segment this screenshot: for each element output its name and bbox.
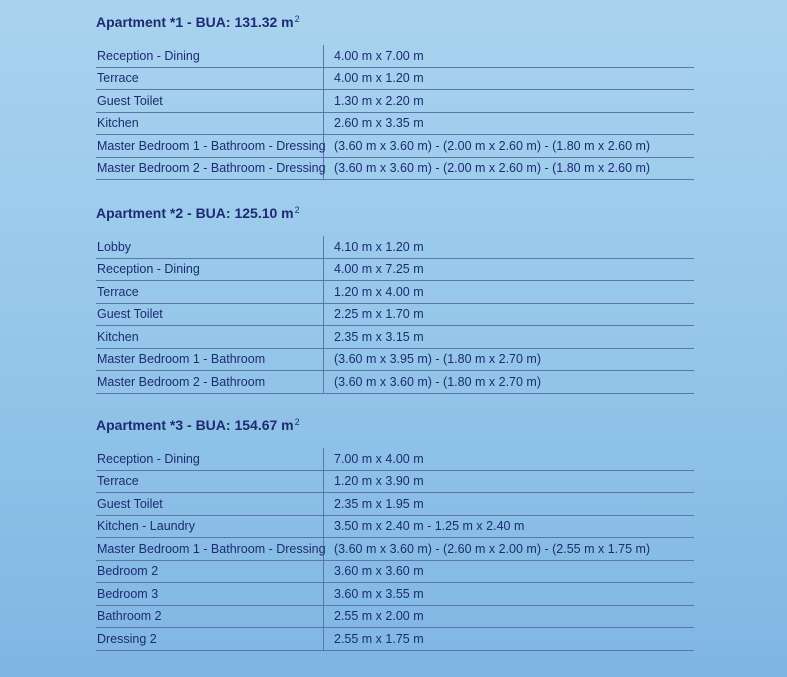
room-dimensions: 4.00 m x 7.25 m xyxy=(324,258,695,281)
unit-superscript: 2 xyxy=(294,14,300,24)
room-dimensions: 2.35 m x 1.95 m xyxy=(324,493,695,516)
table-row xyxy=(96,470,694,493)
room-name: Kitchen - Laundry xyxy=(96,515,324,538)
unit-superscript: 2 xyxy=(294,205,300,215)
room-dimensions: (3.60 m x 3.60 m) - (1.80 m x 2.70 m) xyxy=(324,371,695,394)
room-dimensions: 2.60 m x 3.35 m xyxy=(324,112,695,135)
room-dimensions: 2.35 m x 3.15 m xyxy=(324,326,695,349)
room-dimensions: (3.60 m x 3.95 m) - (1.80 m x 2.70 m) xyxy=(324,348,695,371)
apartment-2-heading xyxy=(96,202,694,224)
apartment-2-table xyxy=(96,236,694,394)
room-name: Kitchen xyxy=(96,326,324,349)
table-row xyxy=(96,90,694,113)
room-name: Guest Toilet xyxy=(96,90,324,113)
apartment-2-title: Apartment *2 - BUA: 125.10 m xyxy=(96,205,294,221)
room-dimensions: 4.10 m x 1.20 m xyxy=(324,236,695,258)
room-name: Reception - Dining xyxy=(96,45,324,67)
apartment-1-title: Apartment *1 - BUA: 131.32 m xyxy=(96,14,294,30)
room-dimensions: 1.20 m x 3.90 m xyxy=(324,470,695,493)
room-name: Bedroom 2 xyxy=(96,560,324,583)
room-name: Guest Toilet xyxy=(96,303,324,326)
room-name: Master Bedroom 2 - Bathroom - Dressing xyxy=(96,157,324,180)
room-name: Master Bedroom 1 - Bathroom xyxy=(96,348,324,371)
room-name: Dressing 2 xyxy=(96,628,324,651)
apartment-2-section xyxy=(96,202,694,394)
room-name: Terrace xyxy=(96,470,324,493)
table-row xyxy=(96,67,694,90)
room-dimensions: 4.00 m x 1.20 m xyxy=(324,67,695,90)
room-dimensions: 3.60 m x 3.60 m xyxy=(324,560,695,583)
table-row xyxy=(96,45,694,67)
room-name: Reception - Dining xyxy=(96,258,324,281)
room-dimensions: (3.60 m x 3.60 m) - (2.00 m x 2.60 m) - (1.80 m x 2.60 m) xyxy=(324,135,695,158)
apartment-1-section xyxy=(96,11,694,180)
room-dimensions: 3.50 m x 2.40 m - 1.25 m x 2.40 m xyxy=(324,515,695,538)
room-name: Kitchen xyxy=(96,112,324,135)
table-row xyxy=(96,493,694,516)
room-dimensions: 1.20 m x 4.00 m xyxy=(324,281,695,304)
room-dimensions: (3.60 m x 3.60 m) - (2.60 m x 2.00 m) - (2.55 m x 1.75 m) xyxy=(324,538,695,561)
room-dimensions: 2.25 m x 1.70 m xyxy=(324,303,695,326)
table-row xyxy=(96,538,694,561)
room-name: Bedroom 3 xyxy=(96,583,324,606)
table-row xyxy=(96,326,694,349)
apartment-3-title: Apartment *3 - BUA: 154.67 m xyxy=(96,417,294,433)
table-row xyxy=(96,560,694,583)
table-row xyxy=(96,157,694,180)
room-dimensions: 4.00 m x 7.00 m xyxy=(324,45,695,67)
table-row xyxy=(96,258,694,281)
room-name: Master Bedroom 1 - Bathroom - Dressing xyxy=(96,538,324,561)
room-name: Guest Toilet xyxy=(96,493,324,516)
room-dimensions: 7.00 m x 4.00 m xyxy=(324,448,695,470)
room-name: Reception - Dining xyxy=(96,448,324,470)
apartment-1-heading xyxy=(96,11,694,33)
apartment-3-section xyxy=(96,414,694,651)
table-row xyxy=(96,303,694,326)
room-dimensions: 2.55 m x 2.00 m xyxy=(324,605,695,628)
room-name: Lobby xyxy=(96,236,324,258)
room-dimensions: 2.55 m x 1.75 m xyxy=(324,628,695,651)
room-dimensions: (3.60 m x 3.60 m) - (2.00 m x 2.60 m) - (1.80 m x 2.60 m) xyxy=(324,157,695,180)
room-name: Terrace xyxy=(96,67,324,90)
apartment-3-heading xyxy=(96,414,694,436)
room-name: Terrace xyxy=(96,281,324,304)
table-row xyxy=(96,515,694,538)
table-row xyxy=(96,583,694,606)
room-dimensions: 3.60 m x 3.55 m xyxy=(324,583,695,606)
apartment-1-table xyxy=(96,45,694,180)
table-row xyxy=(96,628,694,651)
apartment-3-table xyxy=(96,448,694,651)
table-row xyxy=(96,112,694,135)
room-name: Bathroom 2 xyxy=(96,605,324,628)
table-row xyxy=(96,448,694,470)
table-row xyxy=(96,135,694,158)
table-row xyxy=(96,281,694,304)
room-name: Master Bedroom 1 - Bathroom - Dressing xyxy=(96,135,324,158)
table-row xyxy=(96,348,694,371)
unit-superscript: 2 xyxy=(294,417,300,427)
room-dimensions: 1.30 m x 2.20 m xyxy=(324,90,695,113)
table-row xyxy=(96,371,694,394)
room-name: Master Bedroom 2 - Bathroom xyxy=(96,371,324,394)
table-row xyxy=(96,605,694,628)
table-row xyxy=(96,236,694,258)
